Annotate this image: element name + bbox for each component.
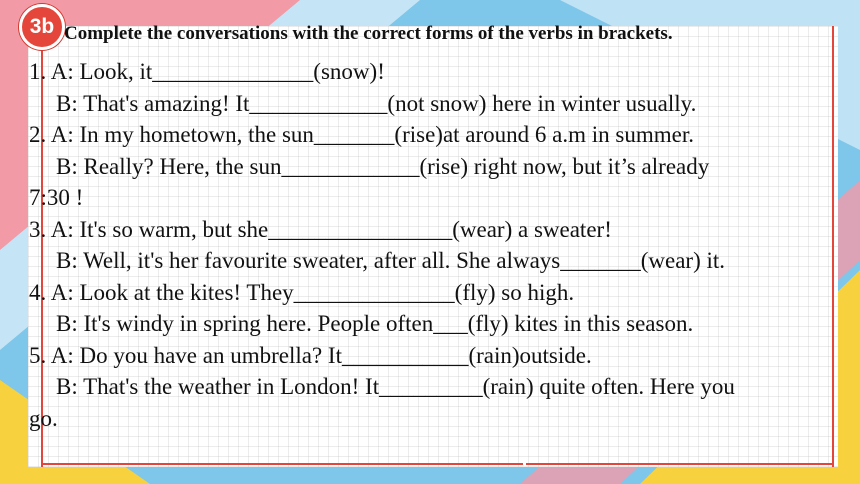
exercise-line: 3. A: It's so warm, but she________________(wear) a sweater! — [29, 216, 612, 242]
section-badge: 3b — [19, 4, 65, 50]
exercise-line: 2. A: In my hometown, the sun_______(rise)at around 6 a.m in summer. — [29, 122, 694, 147]
bottom-line-right — [526, 463, 834, 465]
exercise-line: 1. A: Look, it______________(snow)! — [29, 59, 385, 84]
exercise-line: go. — [29, 405, 58, 431]
exercise-line: 4. A: Look at the kites! They______________(fly) so high. — [29, 279, 575, 305]
exercise-line: B: That's amazing! It____________(not snow) here in winter usually. — [56, 90, 697, 116]
exercise-line: 5. A: Do you have an umbrella? It___________(rain)outside. — [29, 342, 592, 368]
instruction-text: Complete the conversations with the correct forms of the verbs in brackets. — [64, 23, 673, 44]
exercise-content — [29, 56, 839, 434]
exercise-line: 7:30 ! — [29, 185, 84, 210]
exercise-line: B: That's the weather in London! It_________(rain) quite often. Here you — [56, 374, 735, 399]
exercise-line: B: Well, it's her favourite sweater, after all. She always_______(wear) it. — [56, 248, 726, 273]
exercise-line: B: It's windy in spring here. People often___(fly) kites in this season. — [56, 311, 694, 336]
exercise-line: B: Really? Here, the sun____________(rise) right now, but it’s already — [56, 153, 710, 179]
bottom-line-left — [41, 463, 523, 465]
